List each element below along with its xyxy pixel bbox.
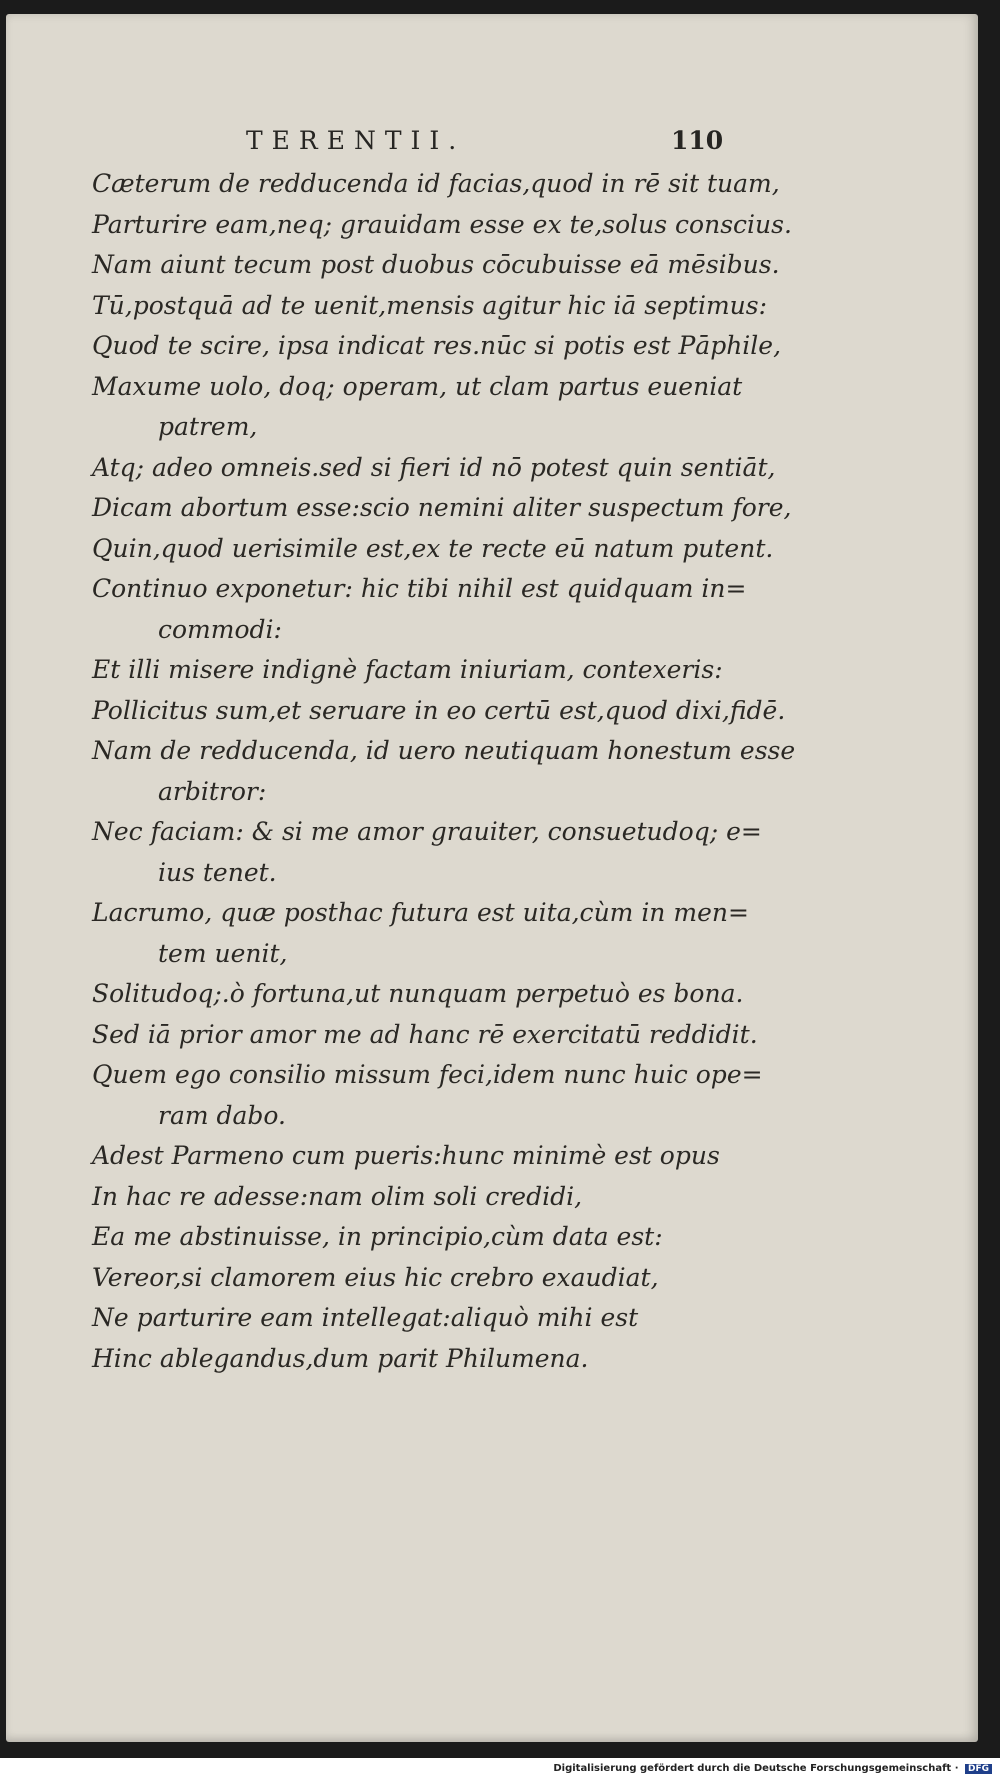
verse-text-block [92,164,796,1379]
verse-line: Solitudoq;.ò fortuna,ut nunquam perpetuò es bona. [92,979,744,1008]
verse-line: Vereor,si clamorem eius hic crebro exaudiat, [92,1262,659,1292]
verse-line: In hac re adesse:nam olim soli credidi, [92,1181,583,1211]
verse-line: Sed iā prior amor me ad hanc rē exercitatū reddidit. [92,1019,758,1049]
verse-line: Nam de redducenda, id uero neutiquam honestum esse [92,736,796,765]
funding-credit [553,1763,992,1774]
verse-line-continuation: commodi: [158,614,282,644]
verse-line: Quem ego consilio missum feci,idem nunc huic ope= [92,1060,763,1089]
verse-line: Pollicitus sum,et seruare in eo certū est,quod dixi,fidē. [92,695,786,725]
verse-line: Ea me abstinuisse, in principio,cùm data est: [92,1222,663,1251]
verse-line-continuation: ram dabo. [158,1100,286,1130]
verse-line: Nam aiunt tecum post duobus cōcubuisse eā mēsibus. [92,250,780,279]
verse-line: Dicam abortum esse:scio nemini aliter suspectum fore, [92,493,792,522]
running-title: TERENTII. [246,126,466,155]
verse-line: Continuo exponetur: hic tibi nihil est quidquam in= [92,574,747,603]
verse-line: Atq; adeo omneis.sed si fieri id nō potest quin sentiāt, [92,452,776,482]
verse-line-continuation: ius tenet. [158,857,277,887]
verse-line: Cæterum de redducenda id facias,quod in rē sit tuam, [92,169,780,198]
verse-line-continuation: tem uenit, [158,938,288,968]
verse-line-continuation: arbitror: [158,776,267,806]
verse-line: Tū,postquā ad te uenit,mensis agitur hic iā septimus: [92,290,768,320]
verse-line: Quin,quod uerisimile est,ex te recte eū natum putent. [92,533,774,563]
verse-line: Parturire eam,neq; grauidam esse ex te,solus conscius. [92,209,792,239]
verse-line: Et illi misere indignè factam iniuriam, contexeris: [92,655,723,684]
verse-line: Ne parturire eam intellegat:aliquò mihi est [92,1303,639,1332]
funding-credit-text: Digitalisierung gefördert durch die Deutsche Forschungsgemeinschaft · [553,1763,959,1774]
digitization-footer [0,1758,1000,1783]
verse-line: Lacrumo, quæ posthac futura est uita,cùm in men= [92,898,749,927]
page-header [6,126,978,166]
verse-line: Quod te scire, ipsa indicat res.nūc si potis est Pāphile, [92,331,782,360]
dfg-logo: DFG [965,1764,992,1774]
verse-line: Maxume uolo, doq; operam, ut clam partus eueniat [92,371,743,401]
verse-line-continuation: patrem, [158,412,258,441]
verse-line: Hinc ablegandus,dum parit Philumena. [92,1343,589,1373]
page-number: 110 [671,126,724,155]
book-page [6,14,978,1742]
verse-line: Adest Parmeno cum pueris:hunc minimè est opus [92,1141,720,1170]
verse-line: Nec faciam: & si me amor grauiter, consuetudoq; e= [92,817,762,846]
